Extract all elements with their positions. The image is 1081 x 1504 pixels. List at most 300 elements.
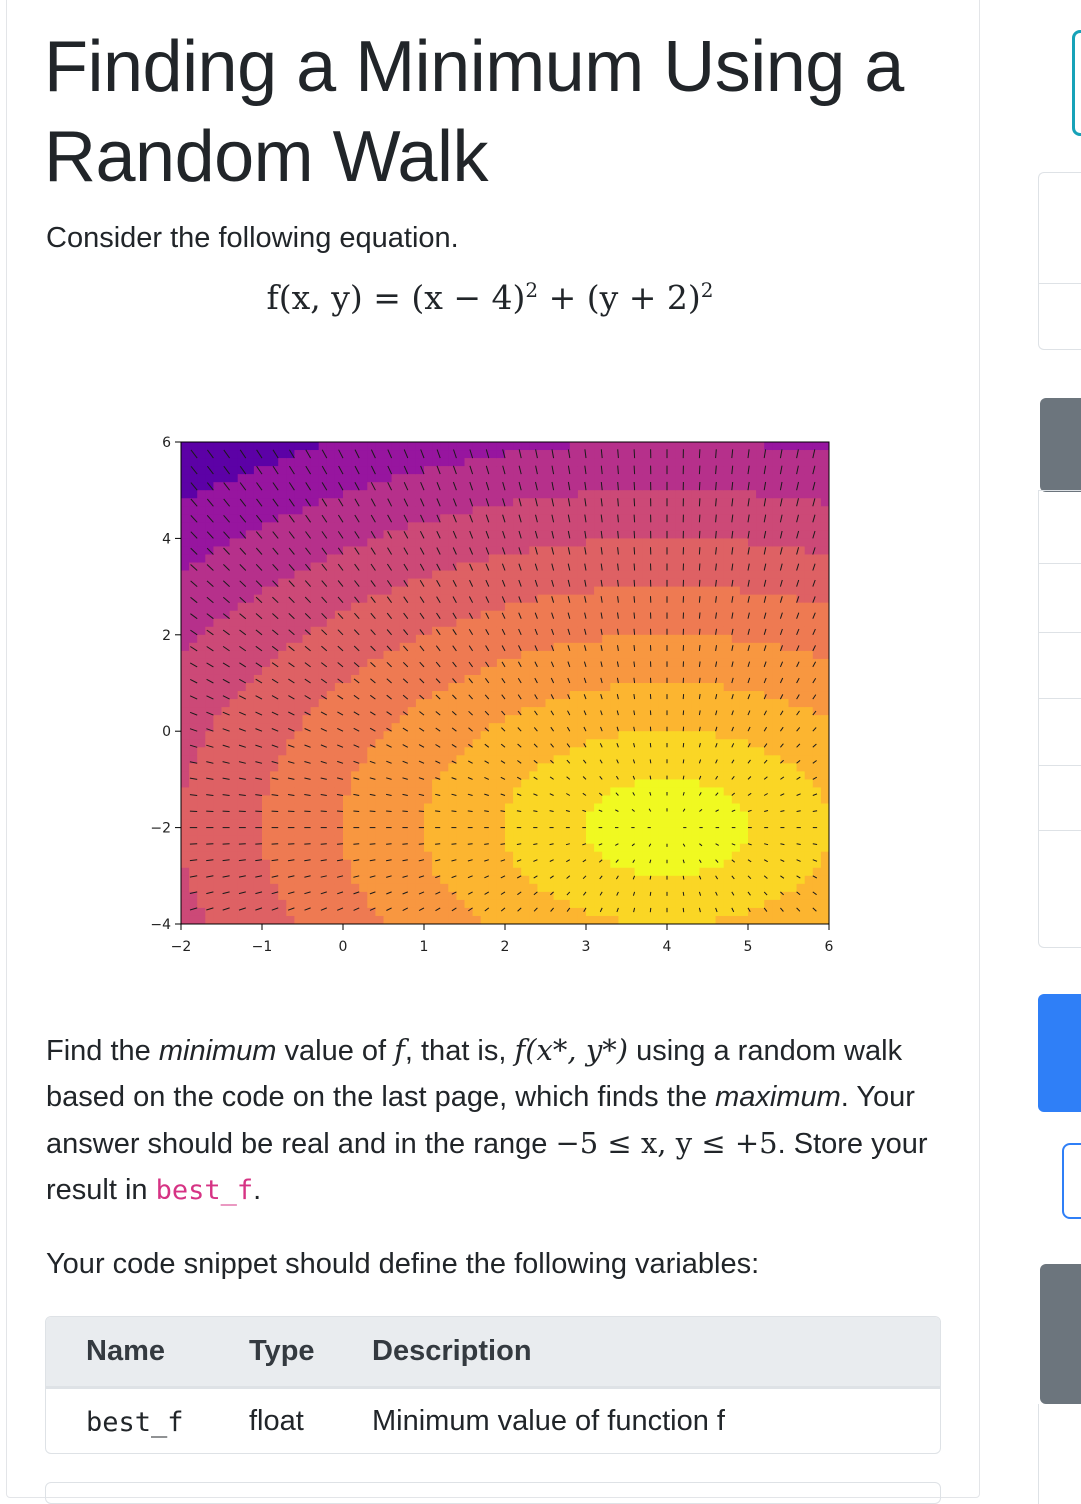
contour-cell <box>205 571 214 580</box>
contour-cell <box>691 595 700 604</box>
contour-cell <box>708 651 717 660</box>
contour-cell <box>303 635 312 644</box>
contour-cell <box>440 812 449 821</box>
contour-cell <box>756 771 765 780</box>
contour-cell <box>351 836 360 845</box>
contour-cell <box>424 908 433 917</box>
contour-cell <box>529 884 538 893</box>
contour-cell <box>262 860 271 869</box>
contour-cell <box>270 458 279 467</box>
contour-cell <box>772 691 781 700</box>
contour-cell <box>780 884 789 893</box>
contour-cell <box>699 876 708 885</box>
contour-cell <box>303 571 312 580</box>
contour-cell <box>643 836 652 845</box>
contour-cell <box>618 820 627 829</box>
contour-cell <box>643 627 652 636</box>
contour-cell <box>375 771 384 780</box>
contour-cell <box>618 466 627 475</box>
contour-cell <box>335 683 344 692</box>
contour-cell <box>627 699 636 708</box>
contour-cell <box>578 715 587 724</box>
contour-cell <box>230 731 239 740</box>
contour-cell <box>691 538 700 547</box>
contour-cell <box>724 739 733 748</box>
contour-cell <box>667 683 676 692</box>
contour-cell <box>797 635 806 644</box>
contour-cell <box>821 812 830 821</box>
contour-cell <box>473 579 482 588</box>
contour-cell <box>594 884 603 893</box>
contour-cell <box>440 563 449 572</box>
contour-cell <box>213 675 222 684</box>
contour-cell <box>821 763 830 772</box>
contour-cell <box>789 643 798 652</box>
contour-cell <box>351 763 360 772</box>
contour-cell <box>311 683 320 692</box>
contour-cell <box>440 715 449 724</box>
contour-cell <box>327 755 336 764</box>
contour-cell <box>384 812 393 821</box>
contour-cell <box>627 683 636 692</box>
contour-cell <box>213 852 222 861</box>
contour-cell <box>278 844 287 853</box>
contour-cell <box>805 715 814 724</box>
contour-cell <box>740 482 749 491</box>
contour-cell <box>805 522 814 531</box>
contour-cell <box>586 603 595 612</box>
contour-cell <box>529 763 538 772</box>
contour-cell <box>213 755 222 764</box>
contour-cell <box>327 747 336 756</box>
contour-cell <box>756 667 765 676</box>
contour-cell <box>270 683 279 692</box>
contour-cell <box>610 812 619 821</box>
contour-cell <box>392 571 401 580</box>
contour-cell <box>821 892 830 901</box>
contour-cell <box>278 506 287 515</box>
contour-cell <box>448 619 457 628</box>
contour-cell <box>764 812 773 821</box>
contour-cell <box>327 876 336 885</box>
contour-cell <box>392 804 401 813</box>
contour-cell <box>513 779 522 788</box>
contour-cell <box>197 868 206 877</box>
contour-cell <box>408 571 417 580</box>
contour-cell <box>667 563 676 572</box>
contour-cell <box>246 514 255 523</box>
contour-cell <box>359 571 368 580</box>
contour-cell <box>691 900 700 909</box>
contour-cell <box>327 595 336 604</box>
contour-cell <box>635 458 644 467</box>
contour-cell <box>724 804 733 813</box>
contour-cell <box>189 884 198 893</box>
contour-cell <box>408 466 417 475</box>
contour-cell <box>197 747 206 756</box>
contour-cell <box>537 667 546 676</box>
contour-cell <box>286 860 295 869</box>
contour-cell <box>246 755 255 764</box>
contour-cell <box>537 490 546 499</box>
contour-cell <box>570 474 579 483</box>
contour-cell <box>254 522 263 531</box>
contour-cell <box>456 482 465 491</box>
contour-cell <box>683 651 692 660</box>
contour-cell <box>797 619 806 628</box>
contour-cell <box>311 643 320 652</box>
contour-cell <box>213 579 222 588</box>
contour-cell <box>473 587 482 596</box>
contour-cell <box>392 771 401 780</box>
contour-cell <box>513 828 522 837</box>
contour-cell <box>205 852 214 861</box>
contour-cell <box>392 651 401 660</box>
contour-cell <box>319 442 328 451</box>
contour-cell <box>602 498 611 507</box>
contour-cell <box>610 868 619 877</box>
contour-cell <box>780 522 789 531</box>
contour-cell <box>740 651 749 660</box>
contour-cell <box>254 868 263 877</box>
contour-cell <box>254 820 263 829</box>
contour-cell <box>699 603 708 612</box>
gradient-arrow <box>240 434 246 443</box>
contour-cell <box>618 482 627 491</box>
contour-cell <box>659 916 668 925</box>
contour-cell <box>554 450 563 459</box>
contour-cell <box>246 603 255 612</box>
contour-cell <box>740 868 749 877</box>
contour-cell <box>529 667 538 676</box>
contour-cell <box>213 514 222 523</box>
contour-cell <box>521 691 530 700</box>
contour-cell <box>667 852 676 861</box>
contour-cell <box>675 892 684 901</box>
contour-cell <box>481 603 490 612</box>
contour-cell <box>813 683 822 692</box>
contour-cell <box>554 603 563 612</box>
contour-cell <box>230 466 239 475</box>
contour-cell <box>821 554 830 563</box>
contour-cell <box>213 490 222 499</box>
contour-cell <box>213 868 222 877</box>
contour-cell <box>780 916 789 925</box>
contour-cell <box>546 442 555 451</box>
contour-cell <box>408 530 417 539</box>
contour-cell <box>554 579 563 588</box>
contour-cell <box>448 522 457 531</box>
contour-cell <box>408 603 417 612</box>
contour-cell <box>586 587 595 596</box>
contour-cell <box>408 651 417 660</box>
contour-cell <box>683 603 692 612</box>
contour-cell <box>197 651 206 660</box>
contour-cell <box>424 675 433 684</box>
contour-cell <box>465 892 474 901</box>
contour-cell <box>384 844 393 853</box>
gradient-arrow <box>224 434 230 443</box>
contour-cell <box>181 651 190 660</box>
contour-cell <box>262 747 271 756</box>
contour-cell <box>602 514 611 523</box>
contour-cell <box>230 530 239 539</box>
contour-cell <box>440 723 449 732</box>
contour-cell <box>813 619 822 628</box>
contour-cell <box>213 546 222 555</box>
contour-cell <box>724 450 733 459</box>
contour-cell <box>375 916 384 925</box>
contour-cell <box>529 820 538 829</box>
contour-cell <box>651 715 660 724</box>
contour-cell <box>708 820 717 829</box>
contour-cell <box>311 715 320 724</box>
contour-cell <box>473 892 482 901</box>
contour-cell <box>554 820 563 829</box>
contour-cell <box>189 474 198 483</box>
contour-cell <box>724 482 733 491</box>
contour-cell <box>821 747 830 756</box>
contour-cell <box>465 699 474 708</box>
contour-cell <box>392 691 401 700</box>
contour-cell <box>343 595 352 604</box>
contour-cell <box>286 844 295 853</box>
contour-cell <box>400 731 409 740</box>
contour-cell <box>756 651 765 660</box>
contour-cell <box>740 595 749 604</box>
contour-cell <box>618 603 627 612</box>
contour-cell <box>659 659 668 668</box>
contour-cell <box>789 779 798 788</box>
contour-cell <box>789 514 798 523</box>
contour-cell <box>554 812 563 821</box>
contour-cell <box>618 908 627 917</box>
contour-cell <box>659 635 668 644</box>
contour-cell <box>813 667 822 676</box>
contour-cell <box>319 763 328 772</box>
contour-cell <box>303 538 312 547</box>
contour-cell <box>627 900 636 909</box>
contour-cell <box>618 699 627 708</box>
contour-cell <box>635 466 644 475</box>
contour-cell <box>343 820 352 829</box>
contour-cell <box>529 522 538 531</box>
contour-cell <box>400 635 409 644</box>
contour-cell <box>635 659 644 668</box>
contour-cell <box>813 836 822 845</box>
contour-cell <box>278 763 287 772</box>
contour-cell <box>675 731 684 740</box>
contour-cell <box>294 450 303 459</box>
contour-cell <box>529 731 538 740</box>
contour-cell <box>286 619 295 628</box>
contour-cell <box>408 563 417 572</box>
contour-cell <box>521 723 530 732</box>
contour-cell <box>691 530 700 539</box>
contour-cell <box>586 595 595 604</box>
contour-cell <box>699 731 708 740</box>
contour-cell <box>813 707 822 716</box>
contour-cell <box>440 530 449 539</box>
contour-cell <box>359 611 368 620</box>
contour-cell <box>278 514 287 523</box>
contour-cell <box>554 755 563 764</box>
contour-cell <box>756 804 765 813</box>
contour-cell <box>424 506 433 515</box>
contour-cell <box>456 659 465 668</box>
contour-cell <box>708 787 717 796</box>
contour-cell <box>375 498 384 507</box>
contour-cell <box>465 667 474 676</box>
contour-cell <box>408 595 417 604</box>
contour-cell <box>716 651 725 660</box>
contour-cell <box>513 442 522 451</box>
contour-cell <box>311 603 320 612</box>
contour-cell <box>740 755 749 764</box>
contour-cell <box>384 779 393 788</box>
contour-cell <box>359 771 368 780</box>
contour-cell <box>610 747 619 756</box>
contour-cell <box>351 779 360 788</box>
contour-cell <box>473 755 482 764</box>
contour-cell <box>586 635 595 644</box>
contour-cell <box>789 498 798 507</box>
contour-cell <box>213 860 222 869</box>
contour-cell <box>732 450 741 459</box>
contour-cell <box>691 498 700 507</box>
contour-cell <box>351 860 360 869</box>
contour-cell <box>651 627 660 636</box>
contour-cell <box>675 691 684 700</box>
contour-cell <box>319 538 328 547</box>
contour-cell <box>343 892 352 901</box>
contour-cell <box>311 651 320 660</box>
contour-cell <box>797 860 806 869</box>
contour-cell <box>554 707 563 716</box>
contour-cell <box>521 900 530 909</box>
contour-cell <box>408 731 417 740</box>
contour-cell <box>724 474 733 483</box>
contour-cell <box>367 538 376 547</box>
contour-cell <box>683 828 692 837</box>
contour-cell <box>659 908 668 917</box>
contour-cell <box>270 844 279 853</box>
contour-cell <box>529 892 538 901</box>
contour-cell <box>262 755 271 764</box>
contour-cell <box>716 450 725 459</box>
contour-cell <box>659 643 668 652</box>
contour-cell <box>473 691 482 700</box>
contour-cell <box>440 787 449 796</box>
contour-cell <box>780 779 789 788</box>
contour-cell <box>392 458 401 467</box>
contour-cell <box>367 683 376 692</box>
contour-cell <box>756 659 765 668</box>
contour-cell <box>359 763 368 772</box>
contour-cell <box>497 522 506 531</box>
contour-cell <box>424 804 433 813</box>
contour-cell <box>740 795 749 804</box>
contour-cell <box>400 474 409 483</box>
contour-cell <box>286 812 295 821</box>
contour-cell <box>562 603 571 612</box>
contour-cell <box>262 795 271 804</box>
contour-cell <box>562 836 571 845</box>
contour-cell <box>554 458 563 467</box>
contour-cell <box>367 619 376 628</box>
contour-cell <box>327 490 336 499</box>
contour-cell <box>473 763 482 772</box>
contour-cell <box>635 916 644 925</box>
contour-cell <box>780 554 789 563</box>
contour-cell <box>238 884 247 893</box>
contour-cell <box>197 530 206 539</box>
contour-cell <box>562 587 571 596</box>
contour-cell <box>643 458 652 467</box>
contour-cell <box>618 571 627 580</box>
contour-cell <box>716 442 725 451</box>
contour-cell <box>708 860 717 869</box>
contour-cell <box>222 522 231 531</box>
contour-cell <box>659 498 668 507</box>
contour-cell <box>513 490 522 499</box>
contour-cell <box>618 779 627 788</box>
contour-cell <box>740 450 749 459</box>
contour-cell <box>748 619 757 628</box>
contour-cell <box>416 506 425 515</box>
contour-cell <box>400 458 409 467</box>
contour-cell <box>764 868 773 877</box>
contour-cell <box>643 603 652 612</box>
contour-cell <box>238 587 247 596</box>
contour-cell <box>505 723 514 732</box>
contour-cell <box>562 884 571 893</box>
contour-cell <box>708 747 717 756</box>
contour-cell <box>473 828 482 837</box>
contour-cell <box>473 611 482 620</box>
contour-cell <box>456 723 465 732</box>
contour-cell <box>667 755 676 764</box>
contour-cell <box>270 442 279 451</box>
contour-cell <box>465 779 474 788</box>
contour-cell <box>659 715 668 724</box>
contour-cell <box>262 514 271 523</box>
contour-cell <box>635 707 644 716</box>
gradient-arrow <box>174 908 181 910</box>
contour-cell <box>465 812 474 821</box>
contour-cell <box>635 755 644 764</box>
contour-cell <box>586 659 595 668</box>
contour-cell <box>205 747 214 756</box>
contour-cell <box>181 691 190 700</box>
contour-cell <box>335 747 344 756</box>
contour-cell <box>643 820 652 829</box>
contour-cell <box>213 466 222 475</box>
contour-cell <box>294 723 303 732</box>
contour-cell <box>359 739 368 748</box>
contour-cell <box>359 908 368 917</box>
contour-cell <box>683 466 692 475</box>
contour-cell <box>375 868 384 877</box>
contour-cell <box>578 506 587 515</box>
contour-cell <box>262 522 271 531</box>
contour-cell <box>537 884 546 893</box>
contour-cell <box>813 554 822 563</box>
contour-cell <box>473 787 482 796</box>
contour-cell <box>780 587 789 596</box>
contour-cell <box>205 699 214 708</box>
contour-cell <box>181 908 190 917</box>
